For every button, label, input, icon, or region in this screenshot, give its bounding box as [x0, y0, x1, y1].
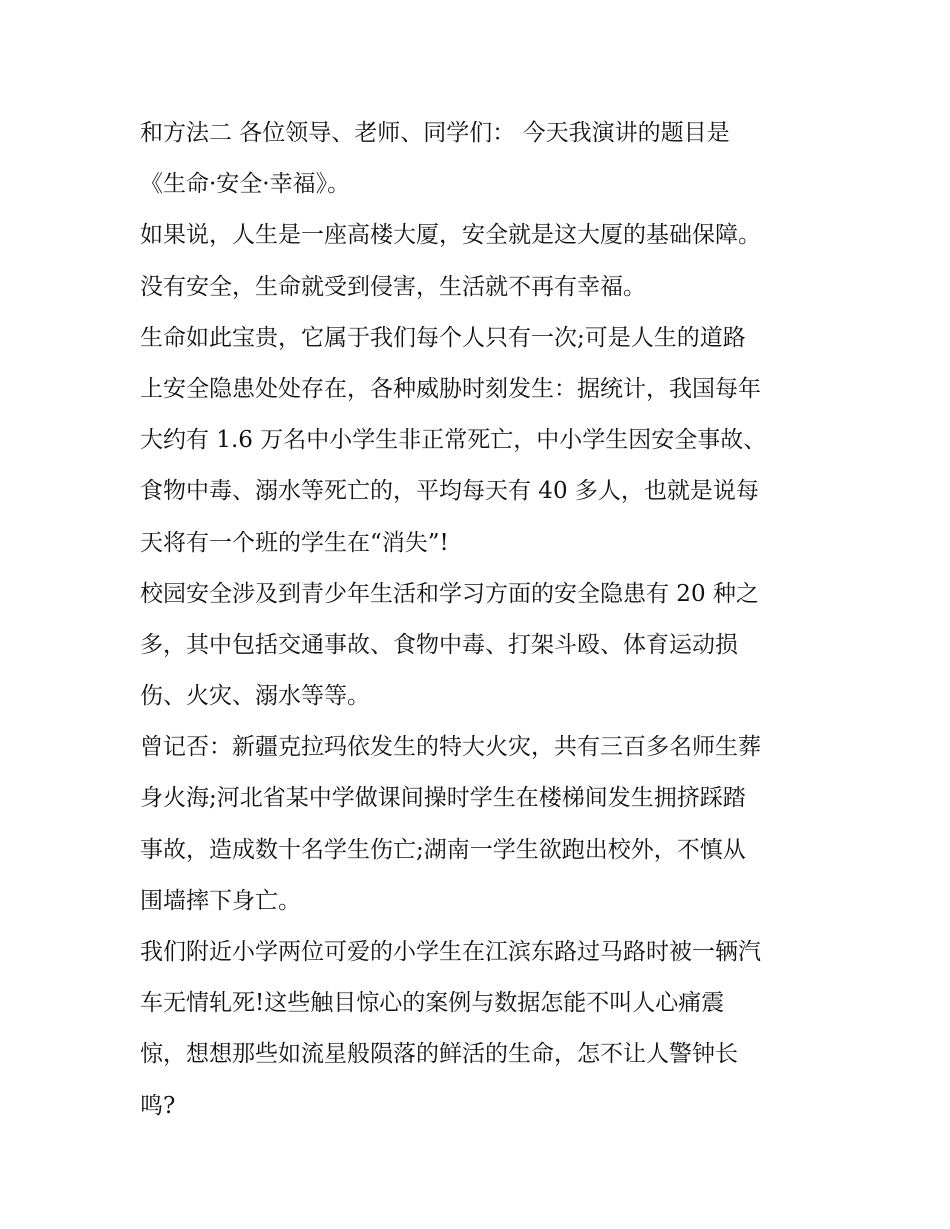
text-line: 伤、火灾、溺水等等。 — [140, 683, 370, 710]
text-line: 我们附近小学两位可爱的小学生在江滨东路过马路时被一辆汽 — [140, 939, 761, 965]
text-line: 生命如此宝贵，它属于我们每个人只有一次;可是人生的道路 — [140, 324, 746, 351]
text-line: 没有安全，生命就受到侵害，生活就不再有幸福。 — [140, 273, 646, 300]
text-line: 多，其中包括交通事故、食物中毒、打架斗殴、体育运动损 — [140, 631, 738, 658]
text-line: 惊，想想那些如流星般陨落的鲜活的生命，怎不让人警钟长 — [140, 1041, 738, 1068]
text-line: 鸣? — [140, 1092, 176, 1119]
text-line: 事故，造成数十名学生伤亡;湖南一学生欲跑出校外，不慎从 — [140, 836, 746, 863]
text-line: 和方法二 各位领导、老师、同学们： 今天我演讲的题目是 — [140, 120, 730, 146]
text-line: 食物中毒、溺水等死亡的，平均每天有 40 多人，也就是说每 — [140, 478, 759, 505]
text-line: 上安全隐患处处存在，各种威胁时刻发生：据统计，我国每年 — [140, 375, 761, 402]
speech-text — [140, 108, 830, 1132]
text-line: 天将有一个班的学生在“消失”! — [140, 529, 449, 556]
text-line: 《生命·安全·幸福》。 — [140, 171, 351, 198]
text-line: 大约有 1.6 万名中小学生非正常死亡，中小学生因安全事故、 — [140, 427, 767, 454]
text-line: 曾记否：新疆克拉玛依发生的特大火灾，共有三百多名师生葬 — [140, 734, 761, 761]
text-line: 如果说，人生是一座高楼大厦，安全就是这大厦的基础保障。 — [140, 222, 761, 249]
text-line: 身火海;河北省某中学做课间操时学生在楼梯间发生拥挤踩踏 — [140, 785, 746, 812]
text-line: 车无情轧死!这些触目惊心的案例与数据怎能不叫人心痛震 — [140, 990, 725, 1017]
text-line: 校园安全涉及到青少年生活和学习方面的安全隐患有 20 种之 — [140, 580, 759, 607]
text-line: 围墙摔下身亡。 — [140, 887, 301, 914]
